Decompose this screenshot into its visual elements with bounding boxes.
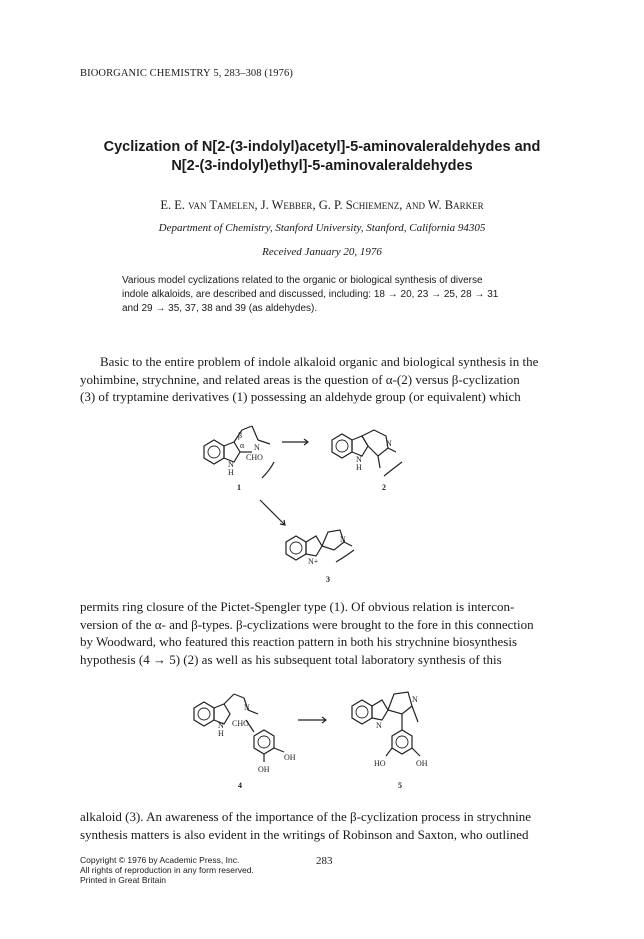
amine-n-label: N: [254, 443, 260, 452]
beta-label: β: [238, 431, 243, 440]
body-line: version of the α- and β-types. β-cyclizations were brought to the fore in this connection: [80, 616, 534, 632]
page-number: 283: [316, 855, 333, 867]
structure-5: [352, 692, 420, 756]
body-line: hypothesis (4 → 5) (2) as well as his subsequent total laboratory synthesis of this: [80, 651, 502, 667]
abstract-line: and 29 → 35, 37, 38 and 39 (as aldehydes).: [122, 303, 318, 314]
aldehyde-label: CHO: [246, 453, 263, 462]
title-line-2: N[2-(3-indolyl)ethyl]-5-aminovaleraldehydes: [171, 158, 473, 174]
body-paragraph-1: [80, 353, 566, 406]
body-line: by Woodward, who featured this reaction pattern in both his strychnine biosynthesis: [80, 634, 518, 649]
hydroxyl-label: OH: [284, 753, 296, 762]
indole-n-label: N: [228, 460, 234, 469]
compound-label-3: 3: [326, 575, 330, 584]
title-line-1: Cyclization of N[2-(3-indolyl)acetyl]-5-aminovaleraldehydes and: [103, 139, 541, 155]
body-line: permits ring closure of the Pictet-Spengler type (1). Of obvious relation is intercon-: [80, 599, 515, 614]
aldehyde-label: CHO: [232, 719, 249, 728]
indole-h-label: H: [218, 729, 224, 738]
abstract: [122, 274, 524, 316]
printed-line: Printed in Great Britain: [80, 875, 166, 885]
body-line: yohimbine, strychnine, and related areas is the question of α-(2) versus β-cyclization: [80, 371, 520, 387]
alpha-label: α: [240, 441, 245, 450]
indole-h-label: H: [228, 468, 234, 477]
indole-h-label: H: [356, 463, 362, 472]
amine-n-label: N: [244, 703, 250, 712]
body-line: Basic to the entire problem of indole alkaloid organic and biological synthesis in the: [100, 354, 539, 369]
structure-2: [332, 430, 402, 476]
compound-label-1: 1: [237, 483, 241, 492]
abstract-line: indole alkaloids, are described and discussed, including: 18 → 20, 23 → 25, 28 → 31: [122, 289, 499, 300]
received-date: Received January 20, 1976: [262, 246, 382, 258]
reaction-scheme-1: [190, 410, 460, 590]
compound-label-5: 5: [398, 781, 402, 790]
body-paragraph-3: [80, 808, 566, 843]
structure-4: [194, 694, 284, 762]
abstract-line: Various model cyclizations related to the organic or biological synthesis of diverse: [122, 275, 483, 286]
journal-citation: 5, 283–308 (1976): [213, 68, 293, 79]
reaction-arrow: [260, 500, 285, 525]
iminium-n-label: N: [376, 721, 382, 730]
hydroxyl-label: HO: [374, 759, 386, 768]
indole-n-label: N: [356, 455, 362, 464]
body-line: synthesis matters is also evident in the writings of Robinson and Saxton, who outlined: [80, 826, 529, 842]
compound-label-4: 4: [238, 781, 242, 790]
journal-name: BIOORGANIC CHEMISTRY: [80, 68, 211, 79]
journal-header: [80, 68, 293, 79]
body-line: alkaloid (3). An awareness of the importance of the β-cyclization process in strychnine: [80, 809, 531, 824]
hydroxyl-label: OH: [258, 765, 270, 774]
copyright-line: Copyright © 1976 by Academic Press, Inc.: [80, 855, 240, 865]
reaction-scheme-2: [180, 680, 480, 795]
hydroxyl-label: OH: [416, 759, 428, 768]
iminium-n-label: N+: [308, 557, 319, 566]
compound-label-2: 2: [382, 483, 386, 492]
rights-line: All rights of reproduction in any form reserved.: [80, 865, 254, 875]
indole-n-label: N: [218, 721, 224, 730]
body-paragraph-2: [80, 598, 566, 668]
amine-n-label: N: [340, 535, 346, 544]
author-list: E. E. van Tamelen, J. Webber, G. P. Schiemenz, and W. Barker: [160, 198, 484, 212]
amine-n-label: N: [386, 439, 392, 448]
body-line: (3) of tryptamine derivatives (1) possessing an aldehyde group (or equivalent) which: [80, 389, 521, 404]
amine-n-label: N: [412, 695, 418, 704]
affiliation: Department of Chemistry, Stanford University, Stanford, California 94305: [158, 222, 486, 234]
copyright-notice: [80, 855, 254, 885]
